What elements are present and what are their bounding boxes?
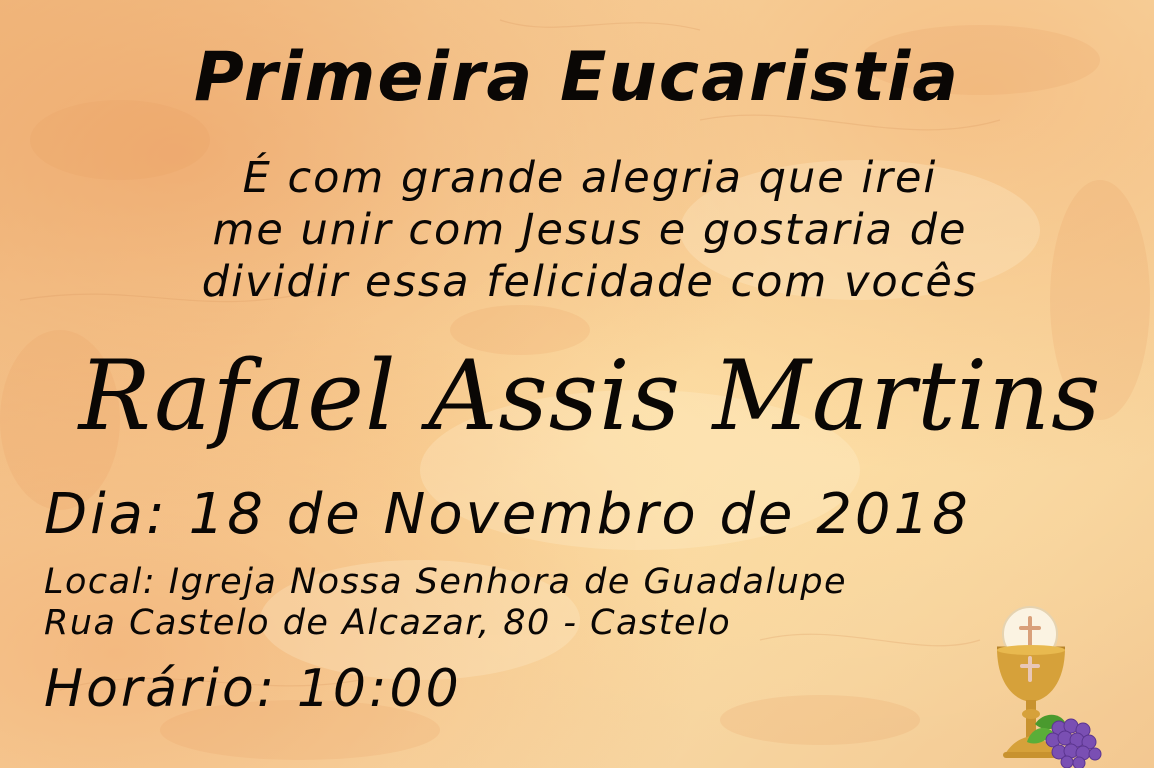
event-date: Dia: 18 de Novembro de 2018 xyxy=(44,482,971,547)
message-line: me unir com Jesus e gostaria de xyxy=(212,205,968,255)
celebrant-name: Rafael Assis Martins xyxy=(78,340,1102,452)
event-address: Rua Castelo de Alcazar, 80 - Castelo xyxy=(44,603,732,643)
message-line: É com grande alegria que irei xyxy=(242,153,938,203)
chalice-host-grapes-icon xyxy=(985,604,1115,768)
message-line: dividir essa felicidade com vocês xyxy=(201,257,979,307)
event-time: Horário: 10:00 xyxy=(44,659,462,719)
invitation-message xyxy=(0,152,1154,308)
event-location: Local: Igreja Nossa Senhora de Guadalupe xyxy=(44,562,848,602)
invitation-title: Primeira Eucaristia xyxy=(193,38,961,117)
